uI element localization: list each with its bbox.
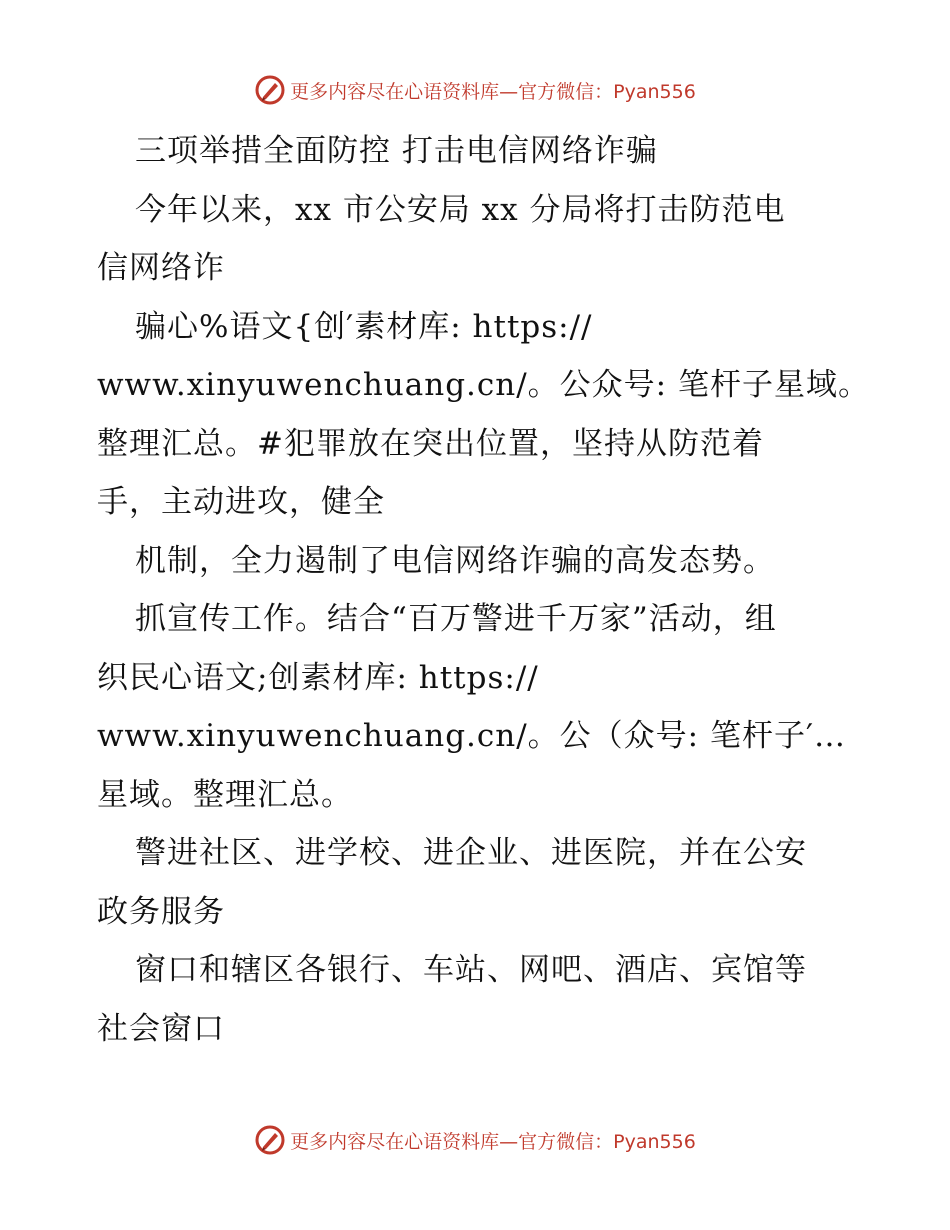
pen-logo-icon xyxy=(254,1124,286,1156)
header-banner xyxy=(0,70,950,110)
banner-text: 更多内容尽在心语资料库—官方微信：Pyan556 xyxy=(290,80,696,103)
footer-banner xyxy=(0,1120,950,1160)
text-line: 机制，全力遏制了电信网络诈骗的高发态势。 xyxy=(135,542,775,579)
text-line: 今年以来，xx 市公安局 xx 分局将打击防范电 xyxy=(135,191,786,228)
text-line: 抓宣传工作。结合“百万警进千万家”活动，组 xyxy=(135,601,777,637)
text-line: 星域。整理汇总。 xyxy=(97,776,353,813)
pen-logo-icon xyxy=(254,74,286,106)
text-line: 窗口和辖区各银行、车站、网吧、酒店、宾馆等 xyxy=(135,952,807,988)
text-line: www.xinyuwenchuang.cn/。公（众号: 笔杆子′… xyxy=(97,718,847,754)
text-line: 织民心语文;创素材库: https:// xyxy=(97,659,539,696)
text-line: 三项举措全面防控 打击电信网络诈骗 xyxy=(135,133,658,169)
text-line: 信网络诈 xyxy=(97,250,225,286)
text-line: 社会窗口 xyxy=(97,1010,225,1047)
banner-text: 更多内容尽在心语资料库—官方微信：Pyan556 xyxy=(290,1130,696,1153)
text-line: 整理汇总。#犯罪放在突出位置，坚持从防范着 xyxy=(97,425,764,462)
text-line: 骗心%语文{创′素材库: https:// xyxy=(135,308,593,345)
text-line: 手，主动进攻，健全 xyxy=(97,484,385,520)
text-line: 警进社区、进学校、进企业、进医院，并在公安 xyxy=(135,835,807,871)
text-line: www.xinyuwenchuang.cn/。公众号: 笔杆子星域。 xyxy=(97,367,870,403)
document-body xyxy=(97,122,887,1058)
text-line: 政务服务 xyxy=(97,893,225,930)
